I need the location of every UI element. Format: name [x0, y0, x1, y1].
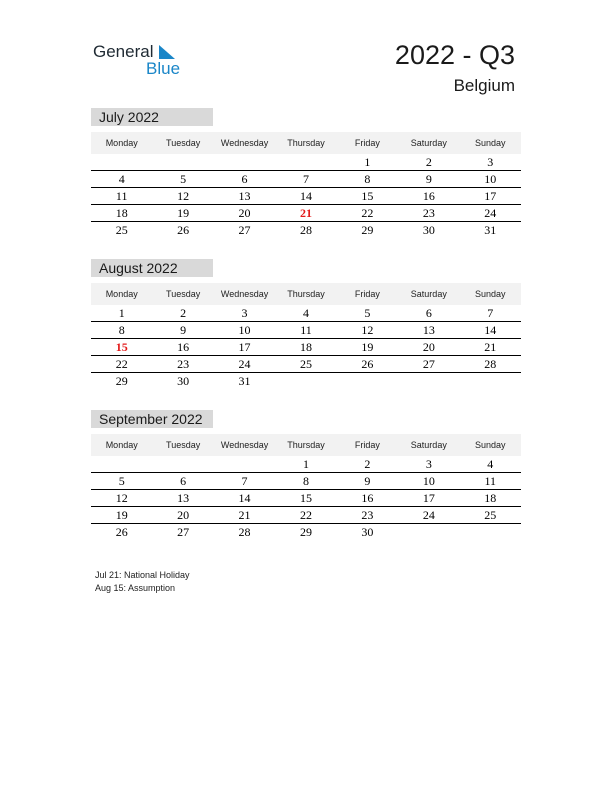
- day-cell: 15: [299, 491, 312, 505]
- day-cell: 2: [425, 155, 432, 169]
- day-cell: 18: [115, 206, 128, 220]
- month-calendar: [91, 259, 521, 389]
- weekday-label: Thursday: [287, 138, 325, 148]
- day-cell: 5: [364, 306, 371, 320]
- day-cell: 9: [364, 474, 371, 488]
- day-cell: 19: [115, 508, 128, 522]
- day-cell: 26: [361, 357, 374, 371]
- day-cell: 14: [299, 189, 312, 203]
- day-cell: [398, 373, 459, 389]
- month-calendar: [91, 108, 521, 238]
- day-cell: 10: [422, 474, 435, 488]
- day-cell: 25: [115, 223, 128, 237]
- weeks-grid: [91, 456, 521, 540]
- day-cell: 10: [484, 172, 497, 186]
- weekday-label: Sunday: [474, 289, 506, 299]
- day-cell: 8: [302, 474, 309, 488]
- day-cell: [275, 373, 336, 389]
- day-cell: 13: [177, 491, 190, 505]
- day-cell: 3: [241, 306, 248, 320]
- week-row: [91, 507, 521, 524]
- day-cell: 8: [118, 323, 125, 337]
- weekday-header-row: [91, 132, 521, 154]
- weekday-label: Wednesday: [220, 289, 269, 299]
- day-cell: 16: [422, 189, 435, 203]
- day-cell: 8: [364, 172, 371, 186]
- day-cell: 17: [238, 340, 251, 354]
- day-cell: 24: [484, 206, 497, 220]
- week-row: [91, 356, 521, 373]
- day-cell: [91, 456, 152, 472]
- day-cell: [337, 373, 398, 389]
- day-cell: 4: [487, 457, 494, 471]
- day-cell: 9: [425, 172, 432, 186]
- weekday-label: Tuesday: [166, 289, 201, 299]
- day-cell: 21: [299, 206, 312, 220]
- day-cell: 1: [302, 457, 309, 471]
- day-cell: 18: [484, 491, 497, 505]
- day-cell: 30: [422, 223, 435, 237]
- day-cell: 25: [484, 508, 497, 522]
- day-cell: 1: [118, 306, 125, 320]
- week-row: [91, 322, 521, 339]
- day-cell: [398, 524, 459, 540]
- day-cell: 27: [422, 357, 435, 371]
- logo-triangle-icon: [159, 45, 175, 59]
- day-cell: 22: [115, 357, 128, 371]
- day-cell: 26: [115, 525, 128, 539]
- week-row: [91, 205, 521, 222]
- day-cell: 5: [118, 474, 125, 488]
- weekday-label: Wednesday: [220, 440, 269, 450]
- day-cell: 14: [484, 323, 497, 337]
- day-cell: [214, 154, 275, 170]
- day-cell: 21: [484, 340, 497, 354]
- day-cell: 15: [361, 189, 374, 203]
- weekday-label: Sunday: [474, 440, 506, 450]
- day-cell: 17: [422, 491, 435, 505]
- day-cell: 28: [238, 525, 251, 539]
- day-cell: [214, 456, 275, 472]
- weekday-label: Monday: [105, 138, 138, 148]
- day-cell: 16: [177, 340, 190, 354]
- day-cell: 23: [422, 206, 435, 220]
- day-cell: 19: [361, 340, 374, 354]
- holiday-notes: [95, 569, 190, 595]
- week-row: [91, 373, 521, 389]
- day-cell: [152, 456, 213, 472]
- week-row: [91, 339, 521, 356]
- day-cell: [275, 154, 336, 170]
- day-cell: 7: [487, 306, 494, 320]
- day-cell: 11: [115, 189, 128, 203]
- day-cell: 29: [361, 223, 374, 237]
- day-cell: 9: [180, 323, 187, 337]
- holiday-note: Jul 21: National Holiday: [95, 570, 190, 580]
- weekday-label: Saturday: [410, 138, 447, 148]
- day-cell: 22: [299, 508, 312, 522]
- week-row: [91, 188, 521, 205]
- weeks-grid: [91, 154, 521, 238]
- weekday-label: Monday: [105, 289, 138, 299]
- day-cell: 4: [118, 172, 125, 186]
- day-cell: 11: [484, 474, 497, 488]
- day-cell: 10: [238, 323, 251, 337]
- day-cell: 20: [238, 206, 251, 220]
- day-cell: 30: [177, 374, 190, 388]
- week-row: [91, 305, 521, 322]
- day-cell: 16: [361, 491, 374, 505]
- day-cell: [460, 524, 521, 540]
- day-cell: 13: [422, 323, 435, 337]
- day-cell: 15: [115, 340, 128, 354]
- day-cell: 31: [238, 374, 251, 388]
- week-row: [91, 222, 521, 238]
- month-title: September 2022: [91, 410, 213, 428]
- weekday-label: Friday: [354, 138, 380, 148]
- weekday-label: Saturday: [410, 289, 447, 299]
- country-name: Belgium: [453, 76, 515, 95]
- day-cell: 2: [180, 306, 187, 320]
- day-cell: 28: [299, 223, 312, 237]
- day-cell: [152, 154, 213, 170]
- weekday-label: Friday: [354, 440, 380, 450]
- month-title: August 2022: [91, 259, 213, 277]
- weekday-label: Tuesday: [166, 440, 201, 450]
- weekday-header-row: [91, 283, 521, 305]
- day-cell: 2: [364, 457, 371, 471]
- day-cell: [460, 373, 521, 389]
- day-cell: 12: [115, 491, 128, 505]
- week-row: [91, 524, 521, 540]
- week-row: [91, 473, 521, 490]
- day-cell: 4: [302, 306, 309, 320]
- day-cell: 27: [238, 223, 251, 237]
- weekday-label: Saturday: [410, 440, 447, 450]
- day-cell: 31: [484, 223, 497, 237]
- weekday-label: Sunday: [474, 138, 506, 148]
- day-cell: 30: [361, 525, 374, 539]
- week-row: [91, 490, 521, 507]
- day-cell: 21: [238, 508, 251, 522]
- day-cell: 25: [299, 357, 312, 371]
- week-row: [91, 171, 521, 188]
- day-cell: 6: [180, 474, 187, 488]
- day-cell: 24: [238, 357, 251, 371]
- day-cell: 19: [177, 206, 190, 220]
- logo-text-general: General: [93, 42, 154, 61]
- day-cell: 14: [238, 491, 251, 505]
- day-cell: 3: [425, 457, 432, 471]
- day-cell: 11: [300, 323, 312, 337]
- day-cell: 27: [177, 525, 190, 539]
- weekday-label: Friday: [354, 289, 380, 299]
- weekday-header-row: [91, 434, 521, 456]
- day-cell: 17: [484, 189, 497, 203]
- month-calendar: [91, 410, 521, 540]
- day-cell: 23: [177, 357, 190, 371]
- day-cell: 1: [364, 155, 371, 169]
- weekday-label: Thursday: [287, 440, 325, 450]
- day-cell: 6: [241, 172, 248, 186]
- day-cell: 12: [177, 189, 190, 203]
- day-cell: 6: [425, 306, 432, 320]
- day-cell: 18: [299, 340, 312, 354]
- day-cell: [91, 154, 152, 170]
- day-cell: 20: [422, 340, 435, 354]
- day-cell: 23: [361, 508, 374, 522]
- logo: [93, 42, 193, 78]
- day-cell: 22: [361, 206, 374, 220]
- day-cell: 3: [487, 155, 494, 169]
- day-cell: 12: [361, 323, 374, 337]
- logo-text-blue: Blue: [146, 59, 181, 78]
- quarter-title: 2022 - Q3: [394, 40, 515, 70]
- day-cell: 29: [299, 525, 312, 539]
- weekday-label: Wednesday: [220, 138, 269, 148]
- day-cell: 26: [177, 223, 190, 237]
- weekday-label: Tuesday: [166, 138, 201, 148]
- weeks-grid: [91, 305, 521, 389]
- weekday-label: Monday: [105, 440, 138, 450]
- day-cell: 28: [484, 357, 497, 371]
- day-cell: 5: [180, 172, 187, 186]
- week-row: [91, 154, 521, 171]
- month-title: July 2022: [91, 108, 213, 126]
- day-cell: 29: [115, 374, 128, 388]
- day-cell: 13: [238, 189, 251, 203]
- week-row: [91, 456, 521, 473]
- day-cell: 7: [241, 474, 248, 488]
- day-cell: 20: [177, 508, 190, 522]
- holiday-note: Aug 15: Assumption: [95, 583, 176, 593]
- day-cell: 7: [302, 172, 309, 186]
- weekday-label: Thursday: [287, 289, 325, 299]
- day-cell: 24: [422, 508, 435, 522]
